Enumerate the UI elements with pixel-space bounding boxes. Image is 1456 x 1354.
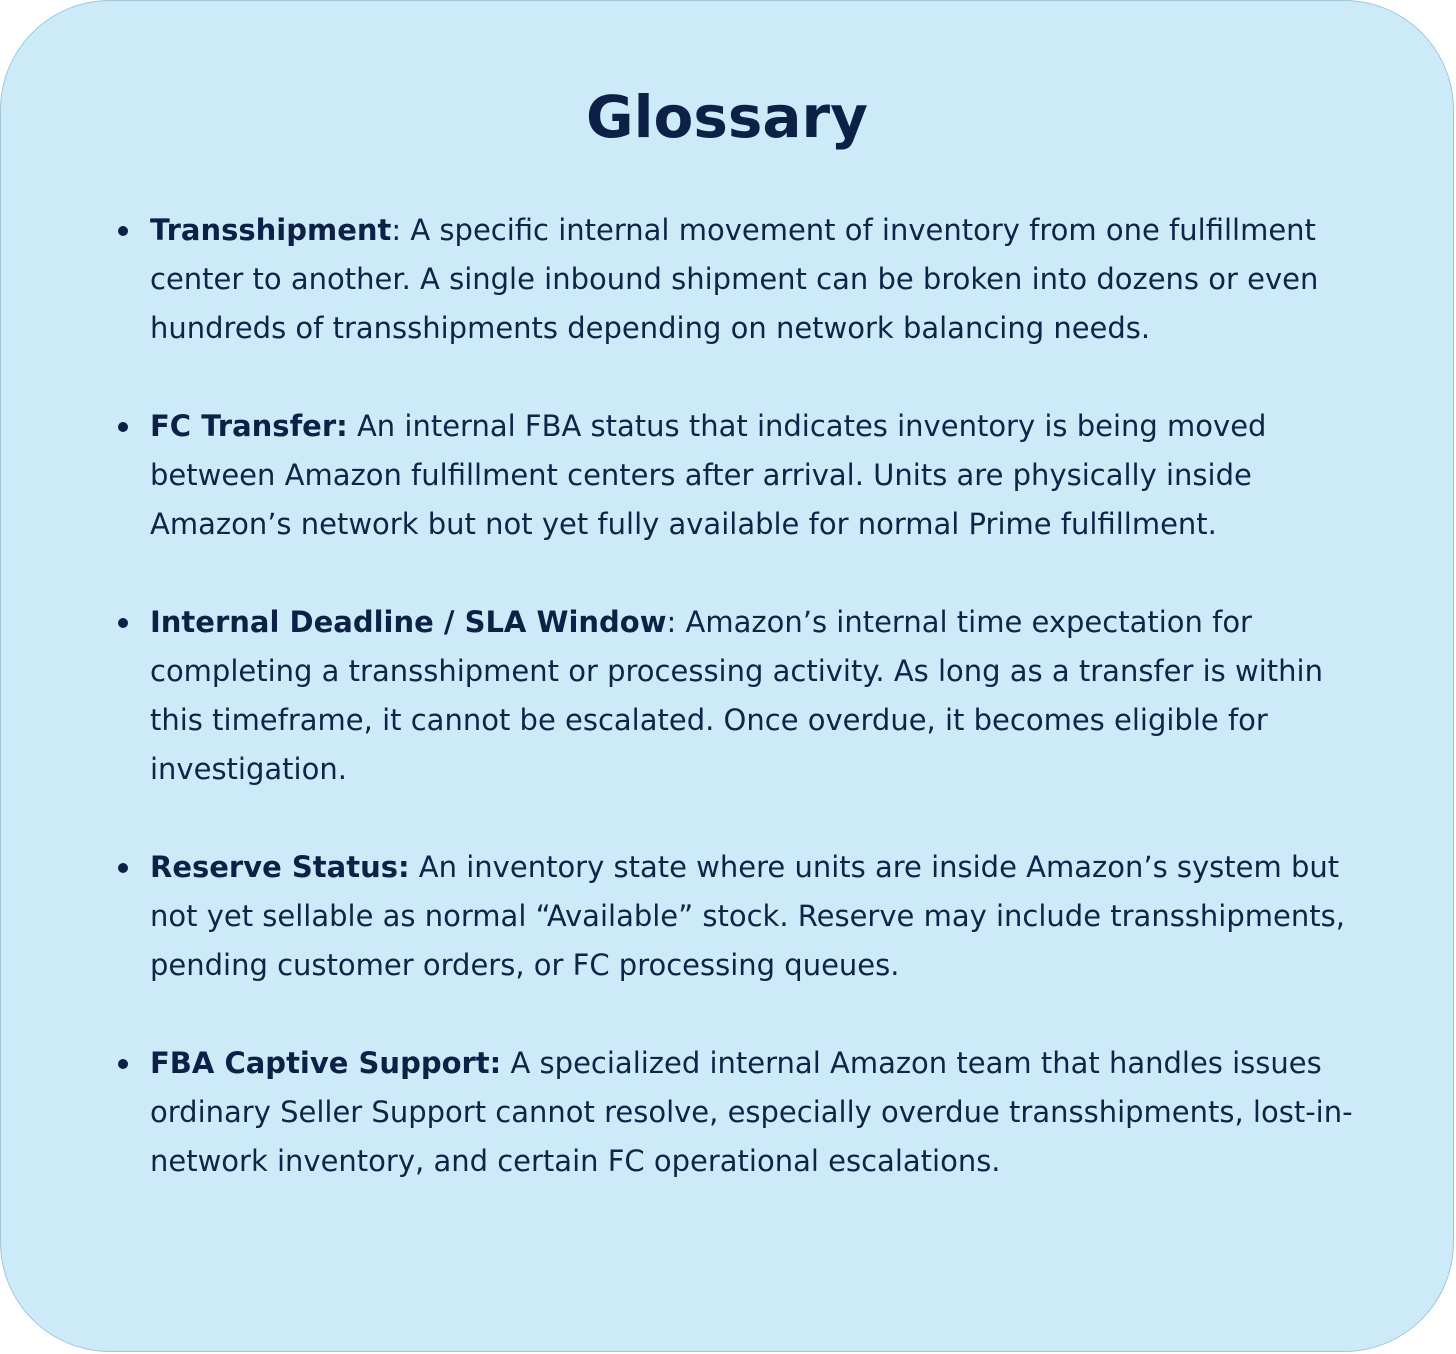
term-separator: :	[391, 213, 402, 247]
glossary-term: Reserve Status:	[150, 850, 410, 884]
glossary-term: Transshipment	[150, 213, 392, 247]
glossary-entry-fc-transfer	[1, 402, 1455, 549]
glossary-definition: A specific internal movement of inventory from one fulfillment center to another. A single inbound shipment can be broken into dozens or even hundreds of transshipments depending on network balancing needs.	[150, 213, 1319, 345]
bullet-icon	[118, 618, 128, 628]
bullet-icon	[118, 863, 128, 873]
glossary-term: FC Transfer:	[150, 409, 348, 443]
glossary-definition: An internal FBA status that indicates inventory is being moved between Amazon fulfillment centers after arrival. Units are physically inside Amazon’s network but not yet fully available for normal Prime fulfillment.	[150, 409, 1267, 541]
glossary-term: FBA Captive Support:	[150, 1046, 502, 1080]
glossary-entry-transshipment	[1, 206, 1455, 353]
glossary-definition: Amazon’s internal time expectation for completing a transshipment or processing activity. As long as a transfer is within this timeframe, it cannot be escalated. Once overdue, it becomes eligible for investigation.	[150, 605, 1323, 786]
glossary-term: Internal Deadline / SLA Window	[150, 605, 667, 639]
glossary-entry-fba-captive-support	[1, 1039, 1455, 1186]
glossary-list	[1, 206, 1455, 1235]
bullet-icon	[118, 226, 128, 236]
glossary-definition: A specialized internal Amazon team that handles issues ordinary Seller Support cannot resolve, especially overdue transshipments, lost-in-network inventory, and certain FC operational escalations.	[150, 1046, 1353, 1178]
glossary-entry-internal-deadline	[1, 598, 1455, 794]
term-separator: :	[666, 605, 677, 639]
glossary-definition: An inventory state where units are inside Amazon’s system but not yet sellable as normal “Available” stock. Reserve may include transshipments, pending customer orders, or FC processing queues.	[150, 850, 1345, 982]
bullet-icon	[118, 422, 128, 432]
page-title: Glossary	[586, 83, 868, 151]
glossary-entry-reserve-status	[1, 843, 1455, 990]
bullet-icon	[118, 1059, 128, 1069]
